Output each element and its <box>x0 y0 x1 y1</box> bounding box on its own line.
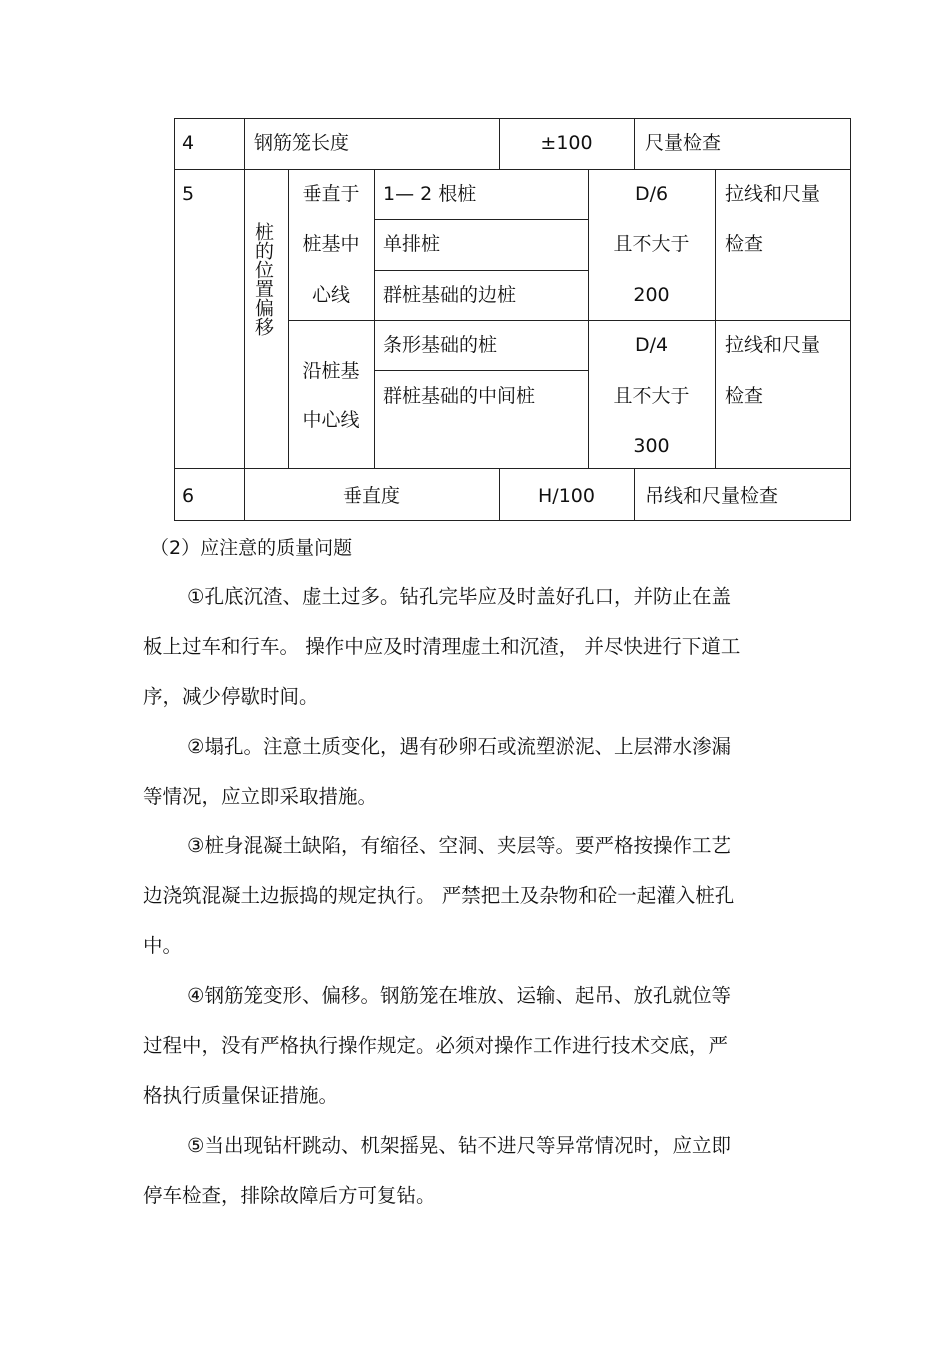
row4-no: 4 <box>182 132 195 154</box>
group1-method-line: 检查 <box>725 233 764 255</box>
group2-tolerance-line: 且不大于 <box>613 385 690 407</box>
paragraph-line: 等情况，应立即采取措施。 <box>143 785 378 808</box>
row-divider <box>174 169 851 170</box>
row6-tolerance: H/100 <box>538 485 595 507</box>
table-border-left <box>174 118 175 521</box>
group1-tolerance-line: 200 <box>633 284 670 306</box>
paragraph-line: 中。 <box>143 934 183 957</box>
paragraph-line: 序，减少停歇时间。 <box>143 685 319 708</box>
paragraph-line: ②塌孔。注意土质变化，遇有砂卵石或流塑淤泥、上层滞水渗漏 <box>187 735 731 758</box>
group1-tolerance-line: D/6 <box>634 183 669 205</box>
row4-method: 尺量检查 <box>645 132 722 154</box>
sub-divider <box>374 219 588 220</box>
group2-tolerance-line: D/4 <box>634 334 669 356</box>
row4-tolerance: ±100 <box>540 132 593 154</box>
tolerance-table <box>174 118 851 521</box>
paragraph-line: ⑤当出现钻杆跳动、机架摇晃、钻不进尺等异常情况时，应立即 <box>187 1134 731 1157</box>
col-divider <box>374 169 375 469</box>
row5-item-vertical: 桩的位置偏移 <box>252 222 274 336</box>
row6-method: 吊线和尺量检查 <box>645 485 779 507</box>
row6-item: 垂直度 <box>342 485 400 507</box>
col-divider <box>588 169 589 469</box>
table-border-bottom <box>174 520 851 521</box>
paragraph-line: ④钢筋笼变形、偏移。钢筋笼在堆放、运输、起吊、放孔就位等 <box>187 984 731 1007</box>
paragraph-line: 停车检查，排除故障后方可复钻。 <box>143 1184 436 1207</box>
group-divider <box>288 320 851 321</box>
group2-method-line: 检查 <box>725 385 764 407</box>
group1-label-line: 桩基中 <box>302 233 360 255</box>
col-divider <box>634 118 635 170</box>
row5-no: 5 <box>182 183 195 205</box>
paragraph-line: 板上过车和行车。 操作中应及时清理虚土和沉渣， 并尽快进行下道工 <box>143 635 741 658</box>
group1-sub: 单排桩 <box>383 233 441 255</box>
col-divider <box>715 169 716 469</box>
paragraph-line: 过程中，没有严格执行操作规定。必须对操作工作进行技术交底，严 <box>143 1034 729 1057</box>
group1-tolerance-line: 且不大于 <box>613 233 690 255</box>
paragraph-line: 格执行质量保证措施。 <box>143 1084 339 1107</box>
group2-sub: 群桩基础的中间桩 <box>383 385 536 407</box>
col-divider <box>634 468 635 521</box>
group2-sub: 条形基础的桩 <box>383 334 498 356</box>
section-title: （2）应注意的质量问题 <box>150 537 353 559</box>
col-divider <box>244 118 245 521</box>
row-divider <box>174 468 851 469</box>
group1-method-line: 拉线和尺量 <box>725 183 821 205</box>
table-border-right <box>850 118 851 521</box>
group2-tolerance-line: 300 <box>633 435 670 457</box>
paragraph-line: ③桩身混凝土缺陷，有缩径、空洞、夹层等。要严格按操作工艺 <box>187 834 731 857</box>
group1-sub: 群桩基础的边桩 <box>383 284 517 306</box>
paragraph-line: 边浇筑混凝土边振捣的规定执行。 严禁把土及杂物和砼一起灌入桩孔 <box>143 884 735 907</box>
paragraph-line: ①孔底沉渣、虚土过多。钻孔完毕应及时盖好孔口，并防止在盖 <box>187 585 731 608</box>
group1-label-line: 垂直于 <box>302 183 360 205</box>
row4-item: 钢筋笼长度 <box>254 132 350 154</box>
group2-label-line: 沿桩基 <box>302 360 360 382</box>
row6-no: 6 <box>182 485 195 507</box>
table-border-top <box>174 118 851 119</box>
group1-sub: 1— 2 根桩 <box>383 183 477 205</box>
group2-method-line: 拉线和尺量 <box>725 334 821 356</box>
sub-divider <box>374 370 588 371</box>
group1-label-line: 心线 <box>311 284 350 306</box>
group2-label-line: 中心线 <box>302 409 360 431</box>
sub-divider <box>374 270 588 271</box>
